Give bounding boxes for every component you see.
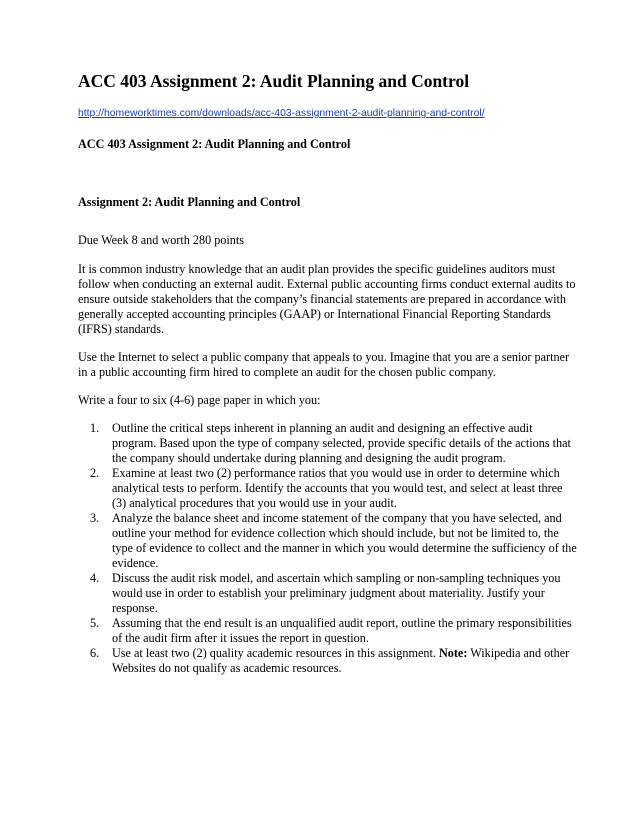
list-item	[78, 646, 578, 676]
subheading-assignment: Assignment 2: Audit Planning and Control	[78, 195, 301, 209]
due-line: Due Week 8 and worth 280 points	[78, 233, 245, 247]
list-text: Use at least two (2) quality academic resources in this assignment.	[112, 646, 436, 660]
list-text: Outline the critical steps inherent in planning an audit and designing an effective audit program. Based upon the type of company selected, provide specific details of the actions that the company should undertake during planning and designing the audit program.	[112, 421, 571, 465]
requirements-list	[78, 421, 578, 676]
source-link[interactable]: http://homeworktimes.com/downloads/acc-403-assignment-2-audit-planning-and-control/	[78, 108, 485, 119]
list-number: 2.	[90, 466, 100, 480]
list-item	[78, 511, 578, 571]
list-number: 4.	[90, 571, 100, 585]
list-number: 6.	[90, 646, 100, 660]
document-page	[78, 70, 578, 676]
list-item	[78, 421, 578, 466]
note-label: Note:	[438, 646, 468, 660]
list-item	[78, 616, 578, 646]
list-item	[78, 571, 578, 616]
instructions-paragraph: Write a four to six (4-6) page paper in which you:	[78, 393, 321, 407]
document-title: ACC 403 Assignment 2: Audit Planning and Control	[78, 71, 470, 91]
list-item	[78, 466, 578, 511]
note-text: Wikipedia and other Websites do not qualify as academic resources.	[112, 646, 570, 675]
list-text: Assuming that the end result is an unqualified audit report, outline the primary responsibilities of the audit firm after it issues the report in question.	[112, 616, 572, 645]
list-number: 3.	[90, 511, 100, 525]
list-number: 5.	[90, 616, 100, 630]
list-text: Analyze the balance sheet and income statement of the company that you have selected, and outline your method for evidence collection which should include, but not be limited to, the type of evidence to collect and the manner in which you would determine the sufficiency of the evidence.	[112, 511, 577, 570]
list-text: Examine at least two (2) performance ratios that you would use in order to determine which analytical tests to perform. Identify the accounts that you would test, and select at least three (3) analytical procedures that you would use in your audit.	[112, 466, 563, 510]
list-number: 1.	[90, 421, 100, 435]
task-paragraph: Use the Internet to select a public company that appeals to you. Imagine that you are a senior partner in a public accounting firm hired to complete an audit for the chosen public company.	[78, 350, 570, 379]
list-text: Discuss the audit risk model, and ascertain which sampling or non-sampling techniques you would use in order to establish your preliminary judgment about materiality. Justify your response.	[112, 571, 561, 615]
subheading-course: ACC 403 Assignment 2: Audit Planning and Control	[78, 137, 351, 151]
intro-paragraph: It is common industry knowledge that an audit plan provides the specific guidelines auditors must follow when conducting an external audit. External public accounting firms conduct external audits to ensure outside stakeholders that the company’s financial statements are prepared in accordance with generally accepted accounting principles (GAAP) or International Financial Reporting Standards (IFRS) standards.	[78, 262, 576, 336]
